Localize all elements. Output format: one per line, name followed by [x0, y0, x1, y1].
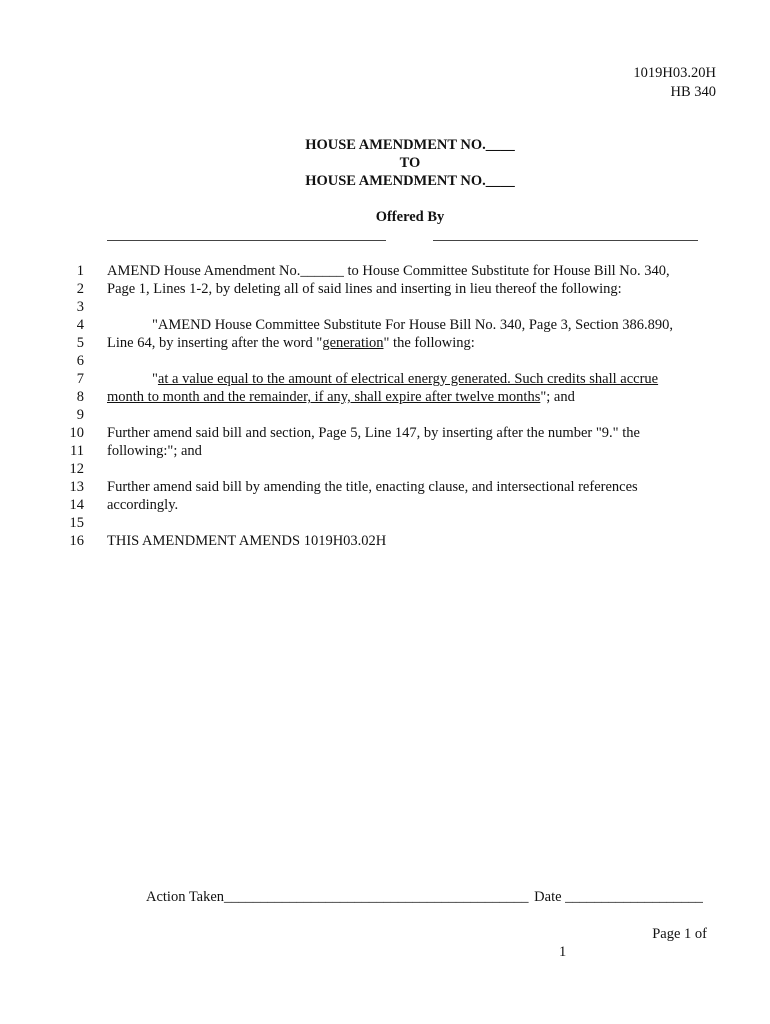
line-number: 1 [76, 263, 84, 279]
body-line [152, 371, 658, 388]
action-taken-blank: __________________________________________ [224, 889, 529, 905]
line-number: 4 [76, 317, 84, 333]
body-line: Further amend said bill and section, Page 5, Line 147, by inserting after the number "9." the [107, 425, 640, 441]
amendment-title-line2: TO [399, 155, 421, 171]
line-number: 9 [76, 407, 84, 423]
line-number: 13 [69, 479, 84, 495]
amendment-title-line1: HOUSE AMENDMENT NO.____ [305, 137, 515, 153]
bill-number: HB 340 [670, 84, 716, 100]
line-number: 14 [69, 497, 84, 513]
body-line: Further amend said bill by amending the title, enacting clause, and intersectional references [107, 479, 638, 495]
underlined-text: generation [322, 335, 384, 351]
body-text: " [152, 371, 158, 387]
body-text: " the following: [383, 335, 475, 351]
page-total: 1 [559, 944, 567, 960]
offered-by-label: Offered By [375, 209, 445, 225]
action-taken-row [146, 889, 703, 906]
date-blank: ___________________ [565, 889, 703, 905]
body-line: Page 1, Lines 1-2, by deleting all of said lines and inserting in lieu thereof the following: [107, 281, 622, 297]
underlined-text: month to month and the remainder, if any, shall expire after twelve months [107, 389, 541, 405]
line-number: 12 [69, 461, 84, 477]
line-number: 8 [76, 389, 84, 405]
line-number: 11 [70, 443, 84, 459]
line-number: 15 [69, 515, 84, 531]
line-number: 16 [69, 533, 84, 549]
underlined-text: at a value equal to the amount of electrical energy generated. Such credits shall accrue [157, 371, 659, 387]
body-line: THIS AMENDMENT AMENDS 1019H03.02H [107, 533, 387, 549]
line-number: 2 [76, 281, 84, 297]
body-line: AMEND House Amendment No.______ to House Committee Substitute for House Bill No. 340, [107, 263, 670, 279]
line-number: 10 [69, 425, 84, 441]
amendment-title-line3: HOUSE AMENDMENT NO.____ [305, 173, 515, 189]
action-taken-label: Action Taken [146, 889, 225, 905]
date-label: Date [534, 889, 562, 905]
body-line: following:"; and [107, 443, 202, 459]
body-text: "; and [540, 389, 575, 405]
offered-by-signature-line-left [107, 240, 386, 241]
offered-by-signature-line-right [433, 240, 698, 241]
body-line: accordingly. [107, 497, 179, 513]
line-number: 7 [76, 371, 84, 387]
line-number: 3 [76, 299, 84, 315]
page-label: Page 1 of [652, 926, 707, 942]
body-line [107, 389, 575, 406]
body-text: Line 64, by inserting after the word " [107, 335, 323, 351]
line-number: 6 [76, 353, 84, 369]
line-number: 5 [76, 335, 84, 351]
body-line [107, 335, 475, 352]
document-id: 1019H03.20H [633, 65, 716, 81]
body-line: "AMEND House Committee Substitute For House Bill No. 340, Page 3, Section 386.890, [152, 317, 674, 333]
